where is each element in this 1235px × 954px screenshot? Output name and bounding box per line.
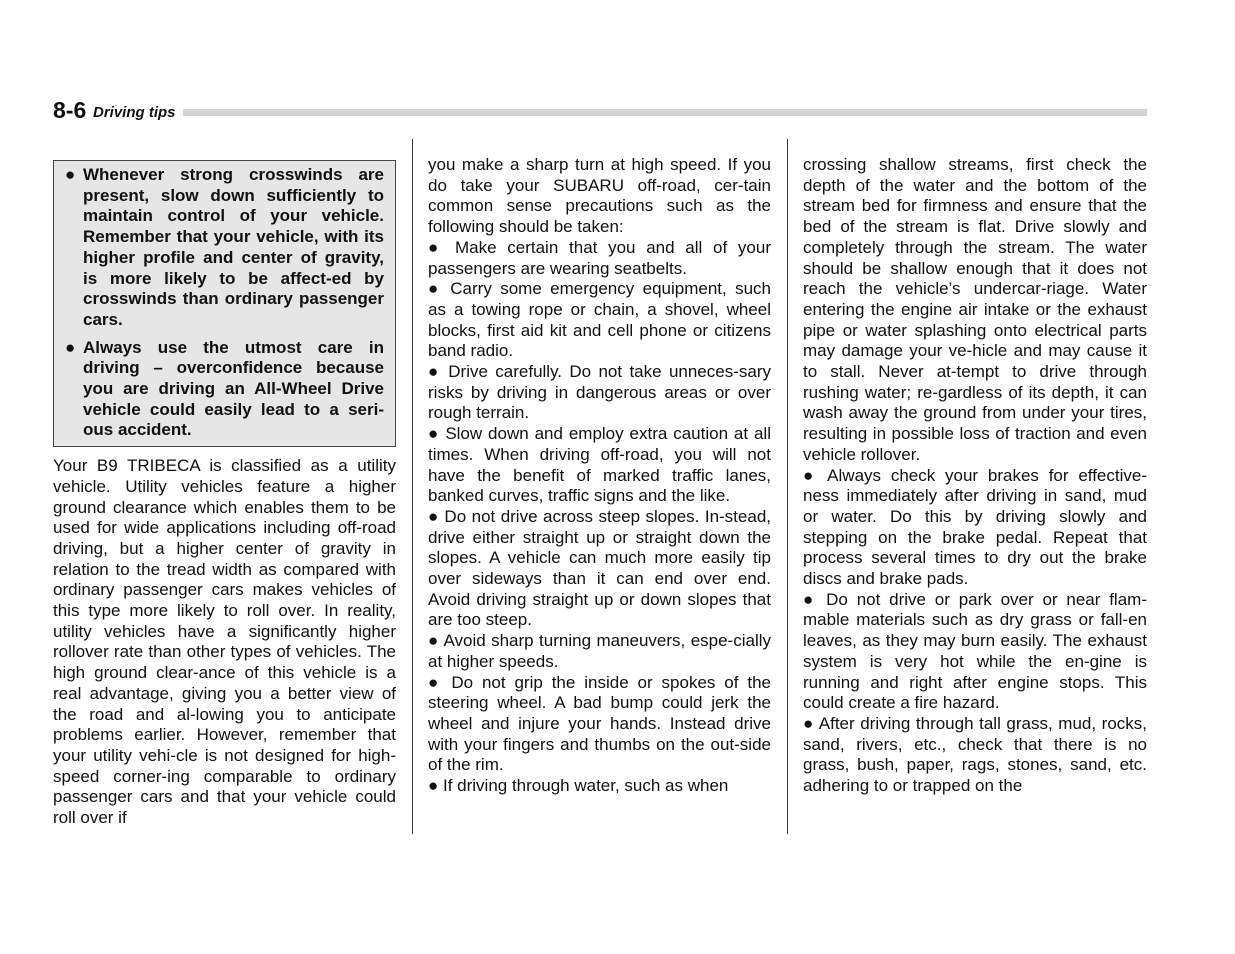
header-rule	[183, 109, 1147, 116]
bullet-icon: ●	[65, 165, 76, 184]
bullet-item: ● Make certain that you and all of your passengers are wearing seatbelts.	[428, 237, 771, 278]
column-1	[53, 155, 396, 829]
bullet-item: ● Carry some emergency equipment, such as a towing rope or chain, a shovel, wheel blocks, first aid kit and cell phone or citizens band radio.	[428, 279, 771, 361]
bullet-item: ● If driving through water, such as when	[428, 776, 729, 796]
column-divider	[412, 139, 413, 834]
bullet-item: ● Do not drive or park over or near flam-mable materials such as dry grass or fall-en leaves, as they may burn easily. The exhaust system is very hot while the en-gine is running and right after engine stops. This could create a fire hazard.	[803, 589, 1147, 713]
body-paragraph: Your B9 TRIBECA is classified as a utility vehicle. Utility vehicles feature a higher ground clearance which enables them to be used for wide applications including off-road driving, but a higher center of gravity in relation to the tread width as compared with ordinary passenger cars makes vehicles of this type more likely to roll over. In reality, utility vehicles have a significantly higher rollover rate than other types of vehicles. The high ground clear-ance of this vehicle is a real advantage, giving you a better view of the road and al-lowing you to anticipate problems earlier. However, remember that your utility vehi-cle is not designed for high-speed corner-ing comparable to ordinary passenger cars and that your vehicle could roll over if	[53, 456, 396, 828]
bullet-item: ● Do not drive across steep slopes. In-stead, drive either straight up or straight down the slopes. A vehicle can much more easily tip over sideways than it can end over end. Avoid driving straight up or down slopes that are too steep.	[428, 506, 771, 630]
column-2	[428, 155, 771, 797]
warning-text: Always use the utmost care in driving – overconfidence because you are driving an All-Wheel Drive vehicle could easily lead to a seri-ous accident.	[83, 337, 384, 440]
warning-box	[53, 160, 396, 447]
body-paragraph: crossing shallow streams, first check the depth of the water and the bottom of the stream bed for firmness and ensure that the bed of the stream is flat. Drive slowly and completely through the stream. The water should be shallow enough that it does not reach the vehicle’s undercar-riage. Water entering the engine air intake or the exhaust pipe or water splashing onto electrical parts may damage your ve-hicle and may cause it to stall. Never at-tempt to drive through rushing water; re-gardless of its depth, it can wash away the ground from under your tires, resulting in possible loss of traction and even vehicle rollover.	[803, 155, 1147, 464]
body-paragraph: you make a sharp turn at high speed. If you do take your SUBARU off-road, cer-tain common sense precautions such as the following should be taken:	[428, 155, 771, 237]
page-header	[53, 97, 1147, 121]
bullet-item: ● Do not grip the inside or spokes of the steering wheel. A bad bump could jerk the wheel and injure your hands. Instead drive with your fingers and thumbs on the out-side of the rim.	[428, 672, 771, 775]
bullet-item: ● Slow down and employ extra caution at all times. When driving off-road, you will not have the benefit of marked traffic lanes, banked curves, traffic signs and the like.	[428, 424, 771, 506]
column-divider	[787, 139, 788, 834]
section-title: Driving tips	[93, 104, 176, 121]
page-number: 8-6	[53, 97, 87, 123]
bullet-item: ● Avoid sharp turning maneuvers, espe-cially at higher speeds.	[428, 631, 771, 671]
warning-text: Whenever strong crosswinds are present, slow down sufficiently to maintain control of your vehicle. Remember that your vehicle, with its higher profile and center of gravity, is more likely to be affect-ed by crosswinds than ordinary passenger cars.	[83, 165, 384, 329]
bullet-item: ● After driving through tall grass, mud, rocks, sand, rivers, etc., check that there is no grass, bush, paper, rags, stones, sand, etc. adhering to or trapped on the	[803, 713, 1147, 796]
bullet-item: ● Always check your brakes for effective-ness immediately after driving in sand, mud or water. Do this by driving slowly and stepping on the brake pedal. Repeat that process several times to dry out the brake discs and brake pads.	[803, 465, 1147, 589]
bullet-item: ● Drive carefully. Do not take unneces-sary risks by driving in dangerous areas or over rough terrain.	[428, 362, 771, 423]
column-3	[803, 155, 1147, 797]
bullet-icon: ●	[65, 337, 76, 357]
warning-item	[65, 338, 384, 442]
warning-item	[65, 165, 384, 331]
